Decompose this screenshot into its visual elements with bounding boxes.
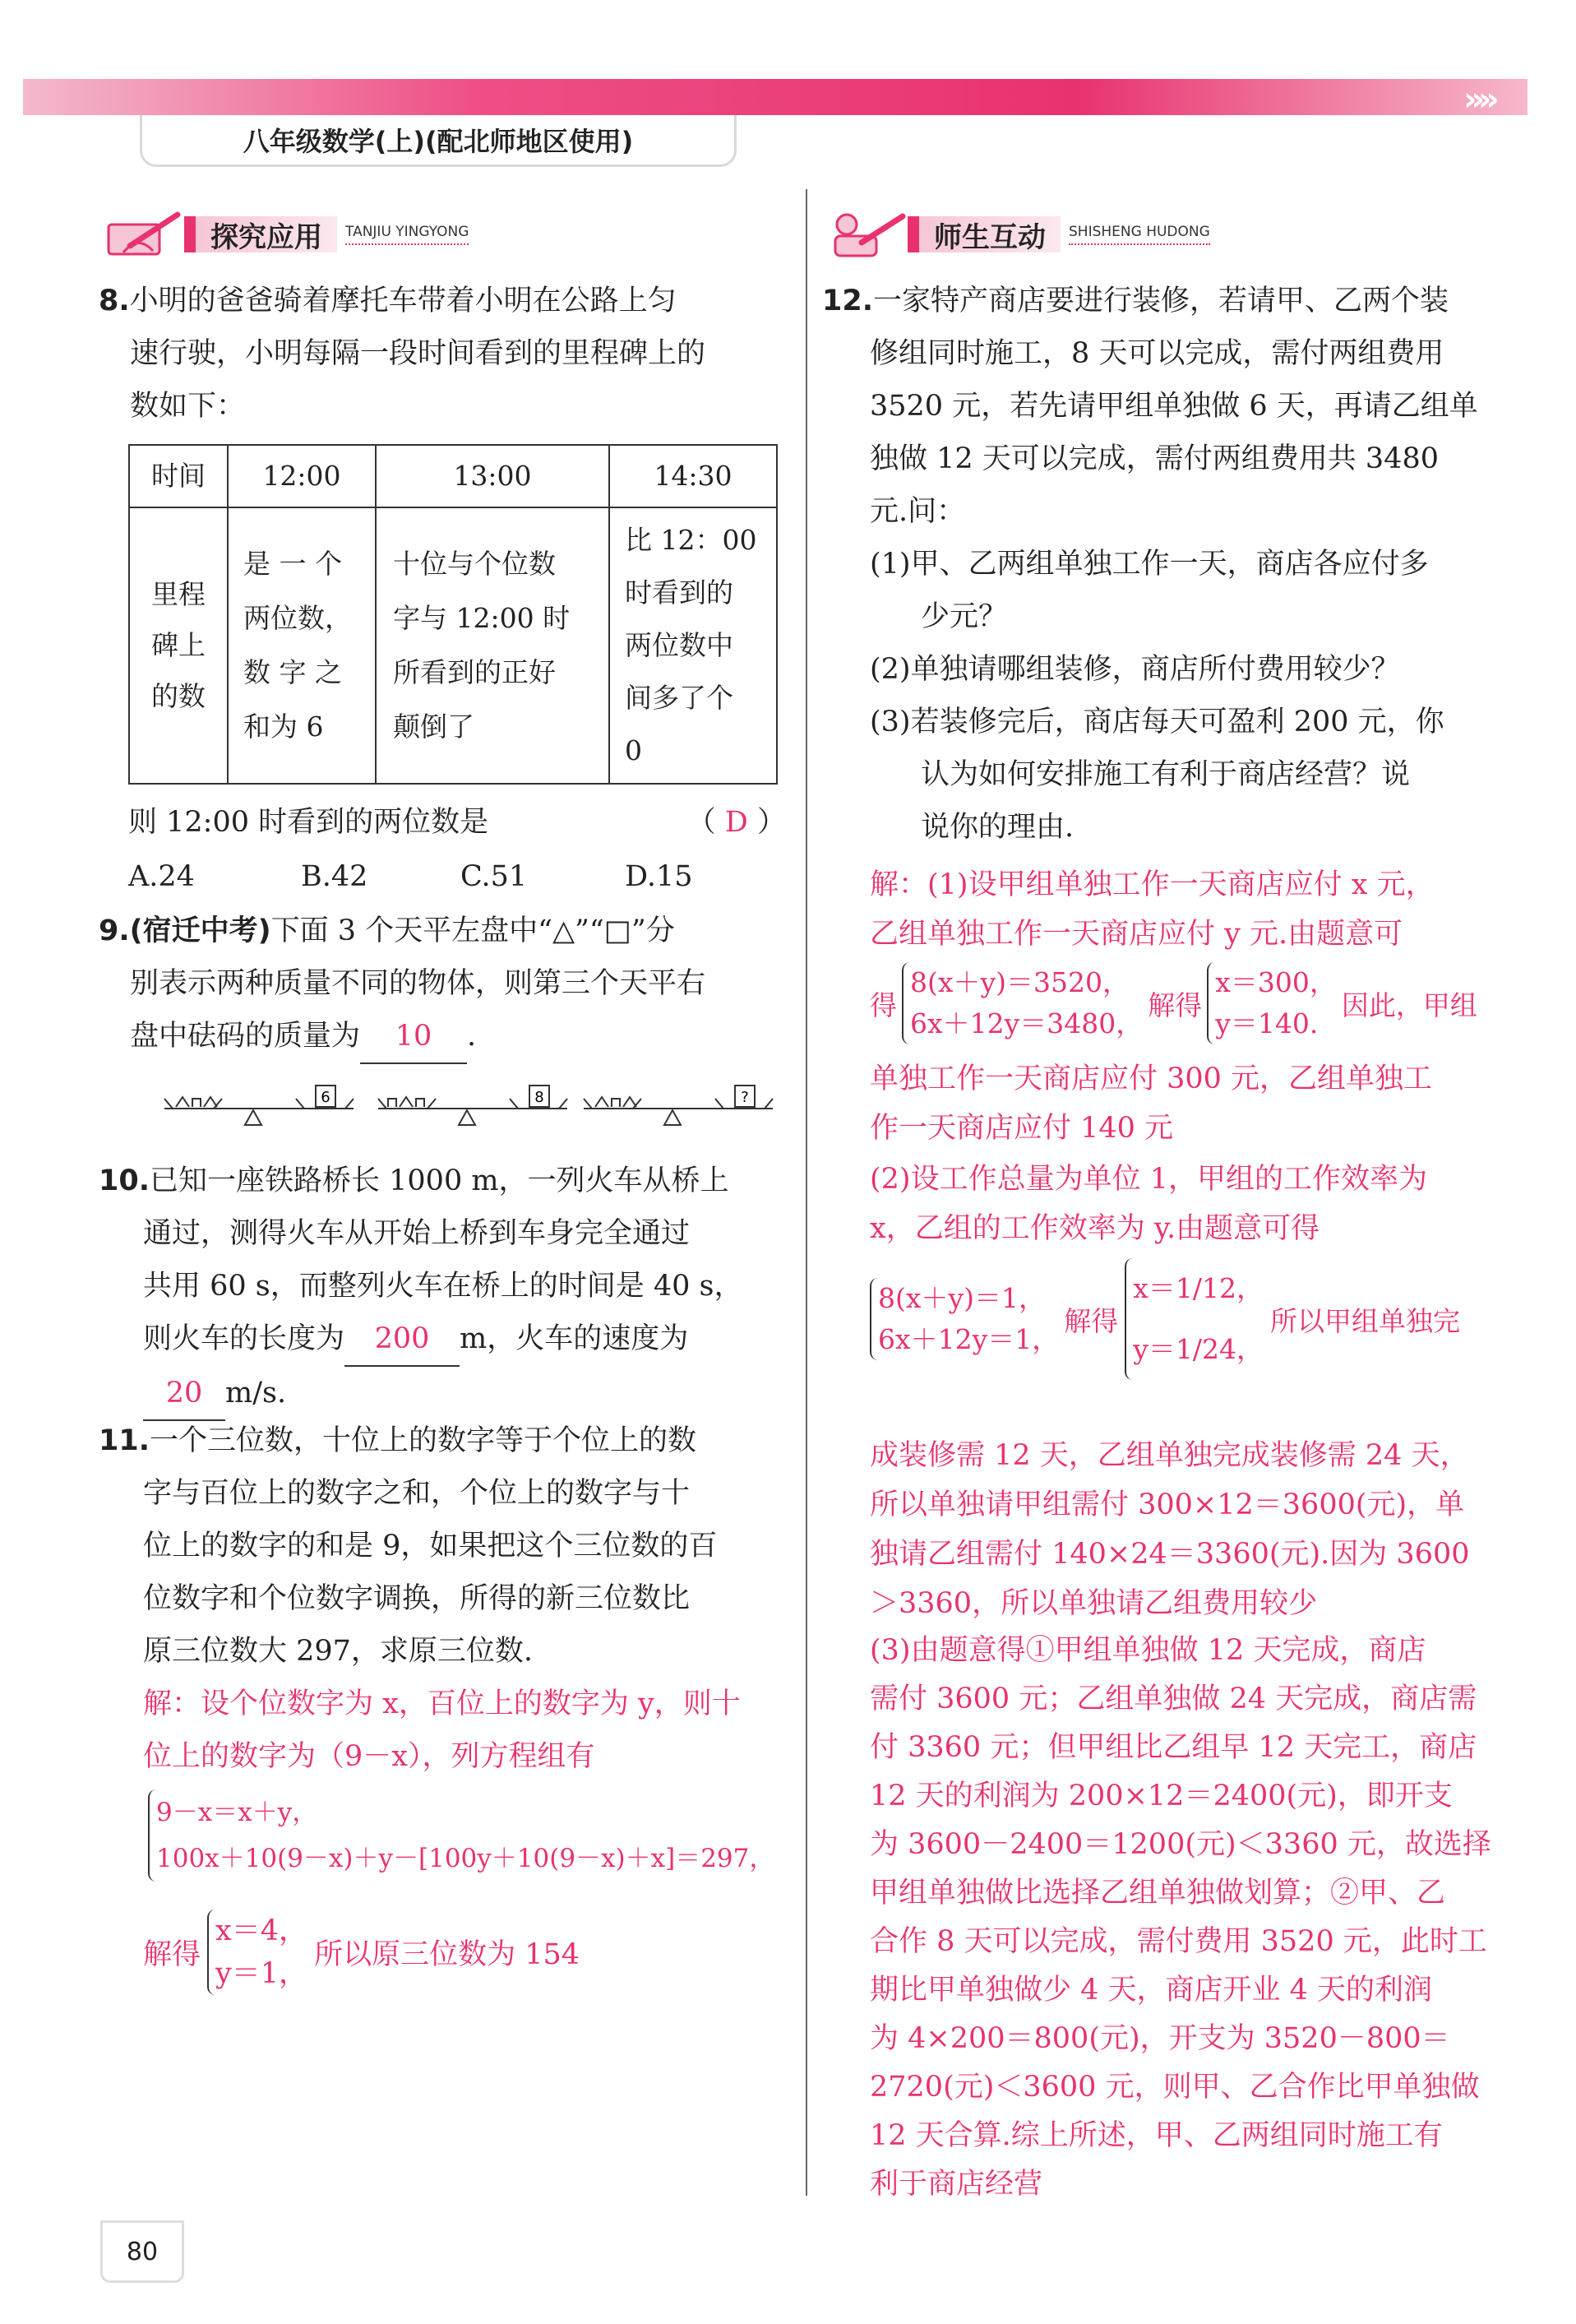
- question-stem-line: 共用 60 s，而整列火车在桥上的时间是 40 s，: [143, 1270, 743, 1303]
- solution-line: 成装修需 12 天，乙组单独完成装修需 24 天，: [870, 1439, 1469, 1472]
- subquestion-line: (2)单独请哪组装修，商店所付费用较少？: [870, 653, 1400, 686]
- result-system: [1207, 962, 1337, 1044]
- question-stem-line: 位上的数字的和是 9，如果把这个三位数的百: [143, 1530, 718, 1562]
- table-cell-line: 比 12：00: [625, 524, 757, 556]
- header-band: [23, 79, 1527, 115]
- table-cell-line: 间多了个: [625, 682, 733, 714]
- section-banner-left: [105, 211, 469, 258]
- question-stem-line: 速行驶，小明每隔一段时间看到的里程碑上的: [130, 337, 706, 370]
- equation-line: 8(x＋y)＝1，: [878, 1282, 1046, 1314]
- solution-line: 解：设个位数字为 x，百位上的数字为 y，则十: [143, 1687, 741, 1720]
- q12-solution-3: [870, 1627, 1527, 2209]
- solution-line: 12 天的利润为 200×12＝2400(元)，即开支: [870, 1780, 1453, 1812]
- solution-line: x，乙组的工作效率为 y.由题意可得: [870, 1212, 1320, 1245]
- option-a: A.24: [128, 860, 195, 893]
- table-row-label-line: 里程: [151, 578, 206, 610]
- table-cell-line: 十位与个位数: [393, 548, 556, 580]
- pencil-note-icon: [105, 210, 184, 259]
- question-10: [99, 1155, 789, 1421]
- solution-label: 解得: [143, 1938, 201, 1971]
- question-12: [822, 275, 1529, 854]
- answer-choice: D: [724, 806, 748, 839]
- result-line: y＝1/24，: [1133, 1333, 1264, 1365]
- question-stem-line: 修组同时施工，8 天可以完成，需付两组费用: [870, 337, 1444, 370]
- question-number: 8.: [99, 285, 130, 317]
- option-b: B.42: [301, 860, 368, 893]
- table-cell-line: 时看到的: [625, 576, 733, 609]
- solution-line: 乙组单独工作一天商店应付 y 元.由题意可: [870, 918, 1403, 951]
- answer-blank: 200: [344, 1312, 460, 1367]
- table-cell-line: 颠倒了: [393, 711, 474, 743]
- answer-blank: 10: [360, 1010, 467, 1064]
- unit-text: m/s.: [225, 1377, 287, 1410]
- table-row-label-line: 碑上: [151, 629, 206, 661]
- option-d: D.15: [625, 860, 693, 893]
- question-number: 11.: [99, 1424, 150, 1457]
- question-8-ask: [128, 796, 786, 849]
- question-stem-line: 已知一座铁路桥长 1000 m，一列火车从桥上: [150, 1164, 729, 1197]
- table-header-cell: 时间: [129, 445, 228, 507]
- page-number: 80: [100, 2220, 184, 2283]
- solution-label: 解得: [1064, 1304, 1119, 1337]
- table-cell-line: 0: [625, 734, 642, 766]
- solution-line: 作一天商店应付 140 元: [870, 1112, 1174, 1145]
- table-header-cell: 13:00: [376, 445, 609, 507]
- milestone-table: [128, 444, 778, 785]
- question-stem-line: 小明的爸爸骑着摩托车带着小明在公路上匀: [129, 285, 677, 317]
- question-stem-line: 字与百位上的数字之和，个位上的数字与十: [143, 1477, 691, 1510]
- question-stem-line: 则火车的长度为: [143, 1322, 345, 1355]
- solution-line: 解：(1)设甲组单独工作一天商店应付 x 元，: [870, 868, 1435, 901]
- subquestion-line: 说你的理由.: [921, 811, 1075, 844]
- header-chevrons: »»: [1463, 81, 1493, 118]
- book-title: 八年级数学(上)(配北师地区使用): [140, 115, 737, 167]
- result-line: x＝300，: [1215, 966, 1337, 998]
- question-stem-line: 位数字和个位数字调换，所得的新三位数比: [143, 1582, 691, 1615]
- subquestion-line: (1)甲、乙两组单独工作一天，商店各应付多: [870, 548, 1429, 581]
- table-row-label: [129, 507, 228, 784]
- solution-line: 所以单独请甲组需付 300×12＝3600(元)，单: [870, 1488, 1465, 1521]
- solution-line: (2)设工作总量为单位 1，甲组的工作效率为: [870, 1163, 1427, 1196]
- solution-text: 所以甲组单独完: [1270, 1304, 1460, 1337]
- question-stem-line: 盘中砝码的质量为: [130, 1020, 361, 1053]
- table-header-cell: 12:00: [228, 445, 376, 507]
- q12-system-1: [870, 962, 1477, 1044]
- solution-line: 为 4×200＝800(元)，开支为 3520－800＝: [870, 2022, 1450, 2055]
- q11-result: [143, 1910, 580, 1995]
- answer-bracket: （ D ）: [686, 806, 786, 839]
- solution-line: 位上的数字为（9－x），列方程组有: [143, 1740, 595, 1773]
- answer-blank: 20: [143, 1367, 225, 1421]
- table-cell-line: 是 一 个: [243, 548, 342, 580]
- equation-line: 100x＋10(9－x)＋y－[100y＋10(9－x)＋x]＝297，: [156, 1844, 775, 1873]
- question-stem-line: 独做 12 天可以完成，需付两组费用共 3480: [870, 442, 1439, 475]
- question-source: (宿迁中考): [129, 914, 271, 947]
- section-banner-right: [829, 211, 1210, 258]
- result-line: x＝4，: [215, 1914, 308, 1947]
- question-11: [99, 1414, 789, 1783]
- option-c: C.51: [460, 860, 528, 893]
- result-line: y＝140.: [1215, 1007, 1319, 1039]
- section-subtitle-right: SHISHENG HUDONG: [1069, 224, 1210, 245]
- question-stem-line: 一家特产商店要进行装修，若请甲、乙两个装: [873, 285, 1449, 317]
- column-divider: [806, 189, 807, 2196]
- question-number: 9.: [99, 914, 130, 947]
- result-system: [1125, 1258, 1264, 1380]
- balance-scale: [164, 1086, 354, 1125]
- balance-scales-figure: [156, 1069, 781, 1135]
- table-cell: [376, 507, 609, 784]
- result-line: y＝1，: [215, 1957, 308, 1990]
- equation-line: 6x＋12y＝1，: [878, 1323, 1060, 1355]
- equation-line: 8(x＋y)＝3520，: [910, 966, 1130, 998]
- equation-system: [870, 1278, 1059, 1360]
- teacher-student-icon: [829, 210, 908, 259]
- subquestion-line: 认为如何安排施工有利于商店经营？说: [921, 758, 1411, 791]
- table-cell: [228, 507, 376, 784]
- question-stem-line: 元.问：: [870, 495, 966, 528]
- weight-label: ?: [741, 1089, 749, 1106]
- result-system: [207, 1910, 307, 1995]
- conclusion-text: 所以原三位数为 154: [314, 1938, 580, 1971]
- table-cell-line: 两位数，: [243, 602, 352, 634]
- question-number: 10.: [99, 1164, 150, 1197]
- equation-system: [148, 1789, 774, 1882]
- solution-line: 付 3360 元；但甲组比乙组早 12 天完工，商店: [870, 1731, 1477, 1764]
- solution-line: 甲组单独做比选择乙组单独做划算；②甲、乙: [870, 1877, 1446, 1910]
- balance-scale: [584, 1086, 773, 1125]
- section-title-right: 师生互动: [908, 216, 1061, 252]
- subquestion-line: 少元？: [921, 600, 1008, 633]
- balance-scale: [378, 1086, 567, 1125]
- result-line: x＝1/12，: [1133, 1272, 1264, 1304]
- section-subtitle-left: TANJIU YINGYONG: [345, 224, 469, 245]
- subquestion-line: (3)若装修完后，商店每天可盈利 200 元，你: [870, 706, 1444, 738]
- q12-solution-2-tail: [870, 1431, 1527, 1628]
- table-row-label-line: 的数: [151, 680, 206, 712]
- q12-solution-1-tail: [870, 1054, 1527, 1153]
- solution-label: 解得: [1148, 988, 1203, 1021]
- q12-solution-1: [870, 860, 1527, 959]
- solution-line: 合作 8 天可以完成，需付费用 3520 元，此时工: [870, 1925, 1487, 1958]
- question-stem-line: 一个三位数，十位上的数字等于个位上的数: [150, 1424, 697, 1457]
- table-cell-line: 两位数中: [625, 629, 733, 661]
- solution-text: 因此，甲组: [1341, 988, 1477, 1021]
- table-cell-line: 所看到的正好: [393, 656, 556, 688]
- solution-line: ＞3360，所以单独请乙组费用较少: [870, 1587, 1318, 1620]
- table-cell: [609, 507, 777, 784]
- solution-line: 单独工作一天商店应付 300 元，乙组单独工: [870, 1062, 1433, 1095]
- question-stem-line: 3520 元，若先请甲组单独做 6 天，再请乙组单: [870, 390, 1478, 423]
- q12-system-2: [870, 1258, 1460, 1380]
- question-8: [99, 275, 789, 433]
- weight-label: 8: [534, 1089, 544, 1106]
- q12-solution-2: [870, 1155, 1527, 1253]
- section-title-left: 探究应用: [184, 216, 337, 252]
- weight-label: 6: [321, 1089, 330, 1106]
- equation-line: 6x＋12y＝3480，: [910, 1007, 1144, 1039]
- solution-label: 得: [870, 988, 897, 1021]
- solution-line: 利于商店经营: [870, 2168, 1043, 2201]
- equation-system: [902, 962, 1143, 1044]
- table-header-cell: 14:30: [609, 445, 777, 507]
- table-cell-line: 字与 12:00 时: [393, 602, 571, 634]
- solution-line: (3)由题意得①甲组单独做 12 天完成，商店: [870, 1634, 1426, 1667]
- table-cell-line: 和为 6: [243, 711, 324, 743]
- solution-line: 为 3600－2400＝1200(元)＜3360 元，故选择: [870, 1828, 1491, 1861]
- question-stem-line: 下面 3 个天平左盘中“△”“□”分: [270, 914, 675, 947]
- equation-line: 9－x＝x＋y，: [156, 1798, 318, 1827]
- solution-line: 12 天合算.综上所述，甲、乙两组同时施工有: [870, 2119, 1443, 2152]
- solution-line: 2720(元)＜3600 元，则甲、乙合作比甲单独做: [870, 2071, 1480, 2104]
- question-ask-text: 则 12:00 时看到的两位数是: [128, 806, 489, 839]
- question-number: 12.: [822, 285, 874, 317]
- solution-line: 期比甲单独做少 4 天，商店开业 4 天的利润: [870, 1974, 1433, 2007]
- question-stem-line: 数如下：: [130, 390, 246, 423]
- table-cell-line: 数 字 之: [243, 656, 342, 688]
- question-stem-line: 通过，测得火车从开始上桥到车身完全通过: [143, 1217, 691, 1250]
- question-stem-line: 别表示两种质量不同的物体，则第三个天平右: [130, 967, 706, 1000]
- solution-line: 独请乙组需付 140×24＝3360(元).因为 3600: [870, 1538, 1470, 1571]
- question-stem-line: m，火车的速度为: [460, 1322, 689, 1355]
- question-stem-line: 原三位数大 297，求原三位数.: [143, 1635, 534, 1668]
- solution-line: 需付 3600 元；乙组单独做 24 天完成，商店需: [870, 1683, 1477, 1715]
- question-9: 9.(宿迁中考)下面 3 个天平左盘中“△”“□”分 别表示两种质量不同的物体，则第三个天平右 盘中砝码的质量为 10 .: [99, 905, 789, 1064]
